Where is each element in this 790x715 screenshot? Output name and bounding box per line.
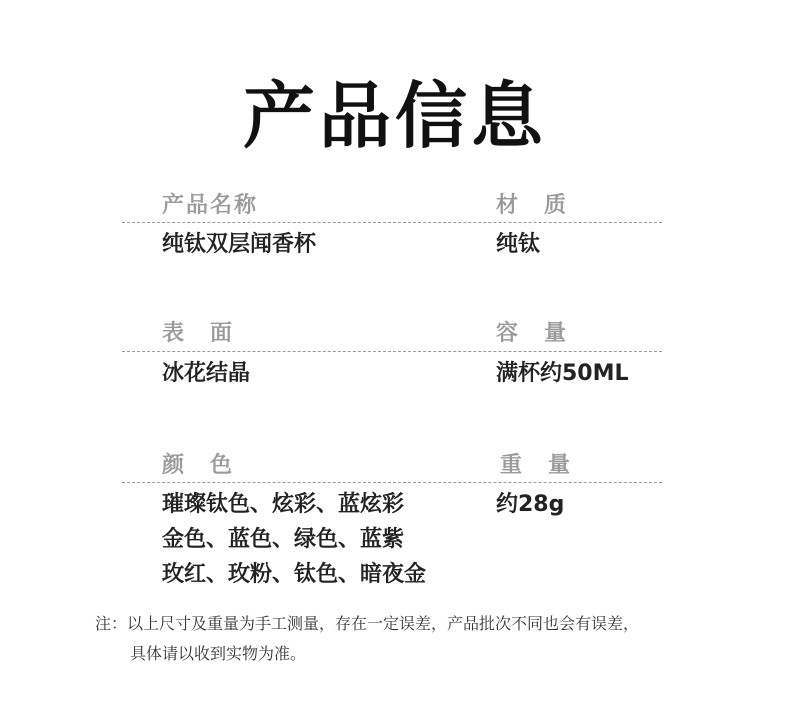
capacity-value: 满杯约50ML	[496, 361, 629, 386]
product-name-label: 产品名称	[162, 193, 259, 218]
weight-value: 约28g	[496, 492, 565, 517]
color-label: 颜 色	[162, 453, 235, 478]
product-name-value: 纯钛双层闻香杯	[162, 232, 317, 257]
color-value-line-3: 玫红、玫粉、钛色、暗夜金	[162, 562, 427, 587]
divider	[122, 482, 662, 483]
page-title: 产品信息	[242, 74, 547, 158]
note-line-2: 具体请以收到实物为准。	[130, 644, 307, 663]
surface-value: 冰花结晶	[162, 361, 251, 386]
divider	[122, 351, 662, 352]
color-value-line-2: 金色、蓝色、绿色、蓝紫	[162, 527, 405, 552]
note-line-1: 注：以上尺寸及重量为手工测量，存在一定误差，产品批次不同也会有误差，	[95, 614, 640, 633]
surface-label: 表 面	[162, 321, 235, 346]
material-label: 材 质	[496, 193, 569, 218]
divider	[122, 222, 662, 223]
material-value: 纯钛	[496, 232, 541, 257]
capacity-label: 容 量	[496, 321, 569, 346]
color-value-line-1: 璀璨钛色、炫彩、蓝炫彩	[162, 492, 405, 517]
weight-label: 重 量	[500, 453, 573, 478]
